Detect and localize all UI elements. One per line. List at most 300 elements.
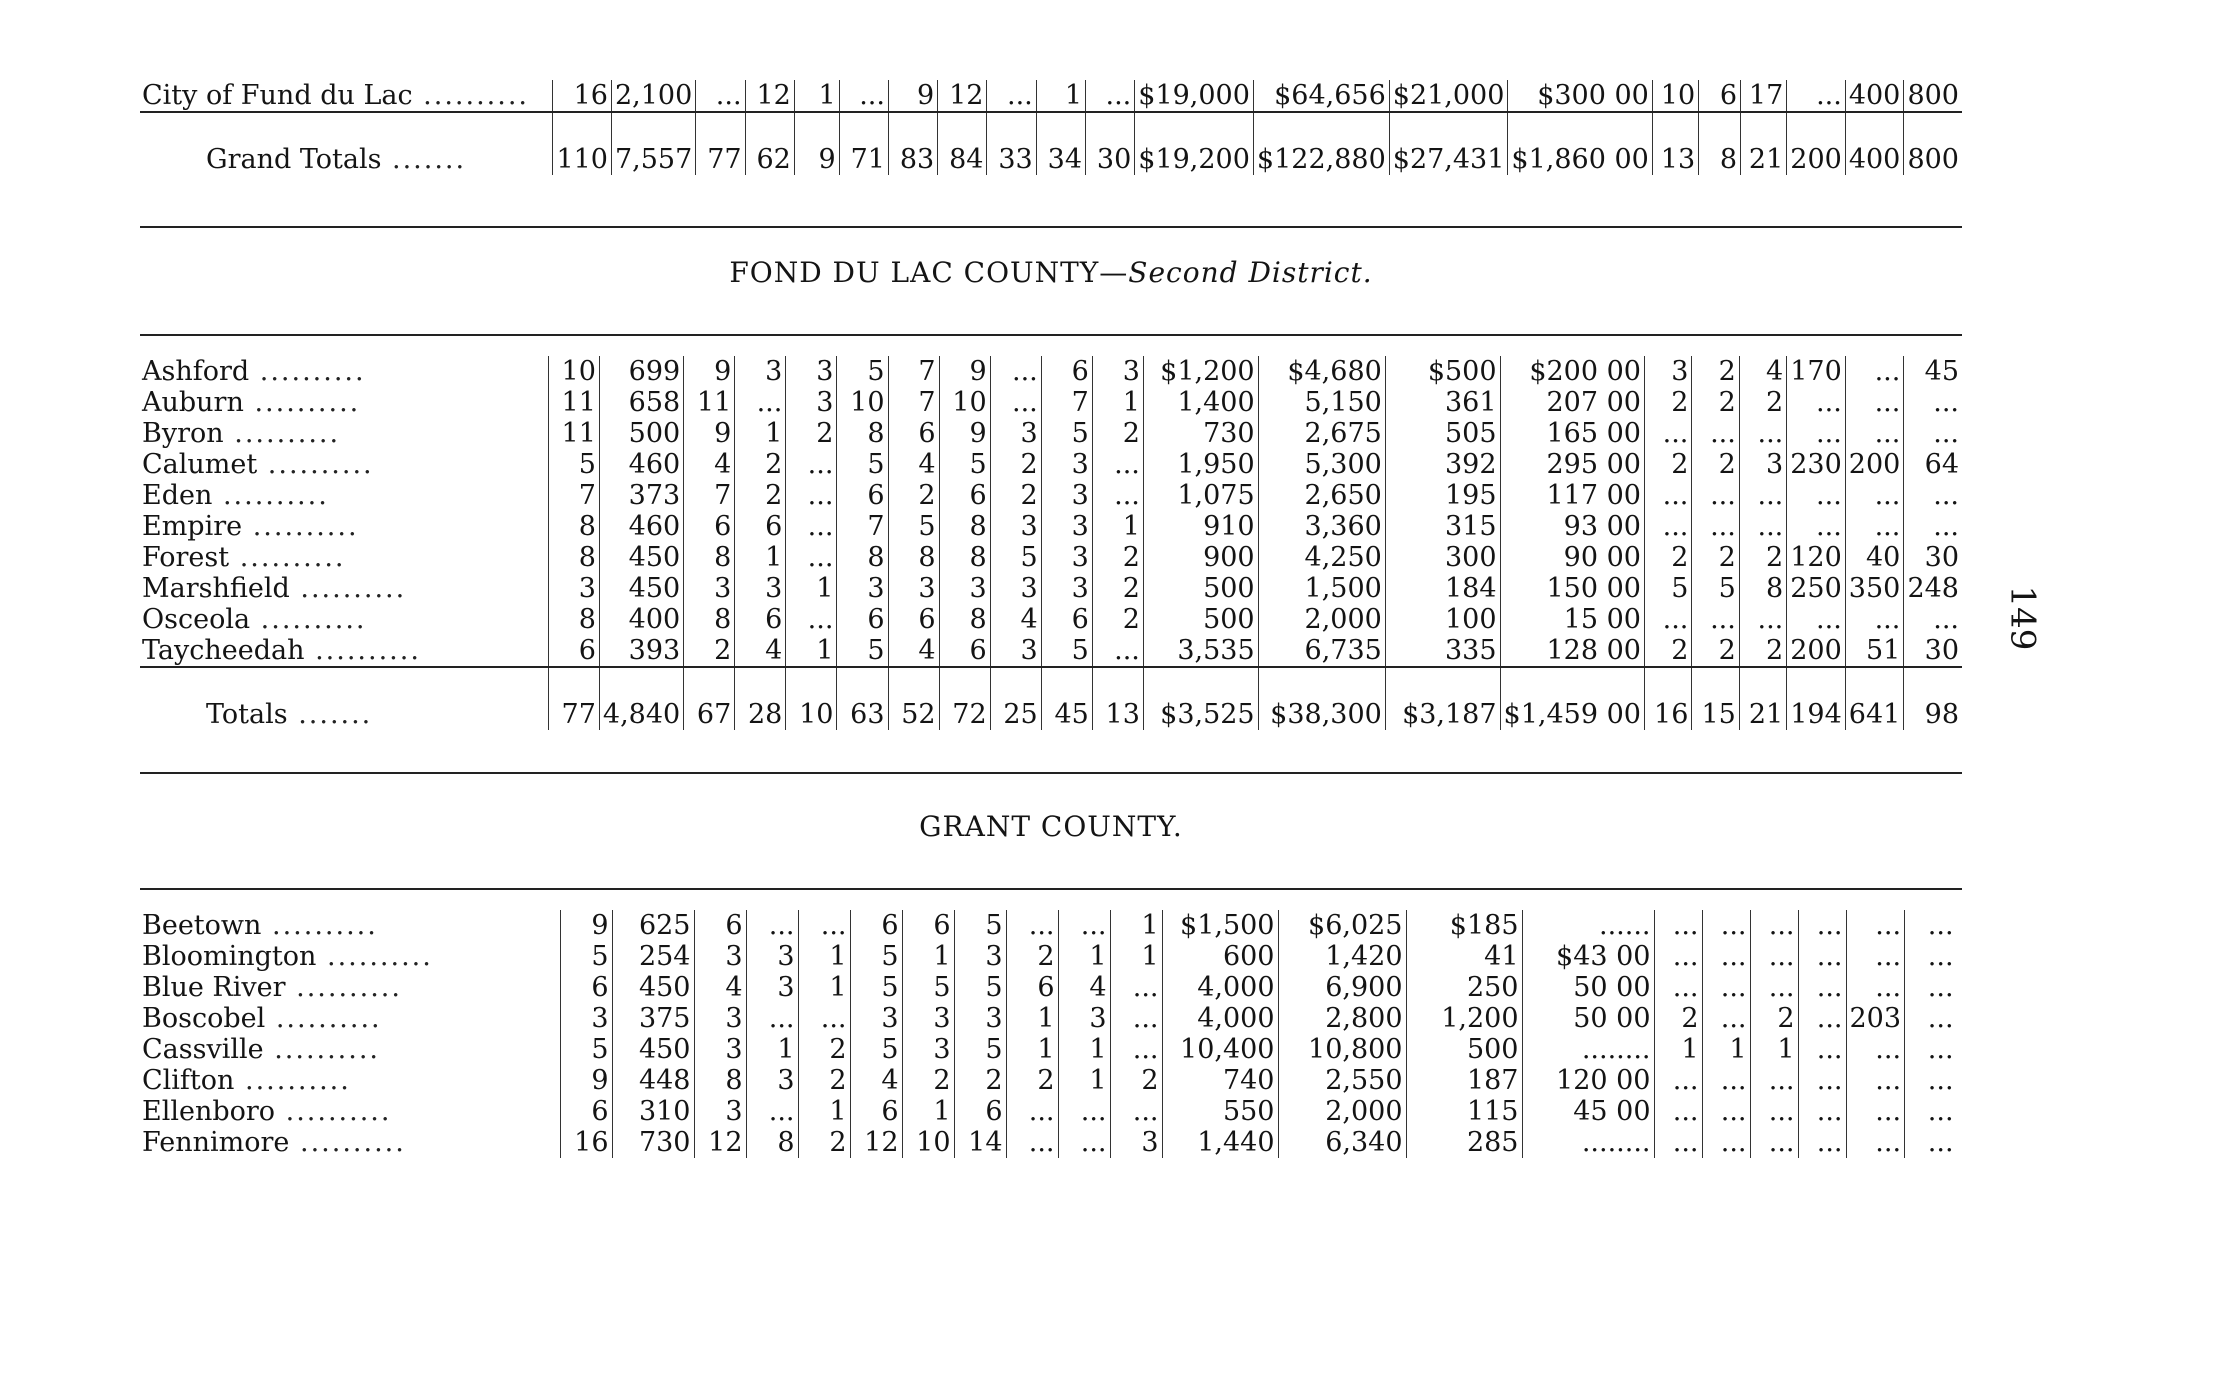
table-cell: 6,900	[1278, 972, 1406, 1003]
table-cell: $19,200	[1135, 112, 1254, 175]
top-bottom-rule	[140, 226, 1962, 228]
table-row	[140, 910, 1957, 941]
table-cell: 254	[612, 941, 694, 972]
table-cell: ...	[1904, 387, 1962, 418]
table-cell: ...	[1787, 480, 1846, 511]
table-cell: 2	[1644, 449, 1691, 480]
table-cell: 5	[850, 972, 902, 1003]
table-cell: 50 00	[1522, 972, 1654, 1003]
table-cell: ...	[1798, 1034, 1846, 1065]
table-cell: 6	[560, 1096, 612, 1127]
table-cell: 41	[1406, 941, 1522, 972]
table-cell: 8	[837, 542, 888, 573]
table-cell: 187	[1406, 1065, 1522, 1096]
table-cell: 6,735	[1258, 635, 1385, 667]
table-cell: ...	[1905, 1065, 1957, 1096]
table-cell: 165 00	[1500, 418, 1644, 449]
table-cell: 12	[938, 80, 987, 112]
table-cell: 2	[1644, 635, 1691, 667]
table-cell: 77	[696, 112, 745, 175]
table-cell: 10	[939, 387, 990, 418]
fond-du-lac-top-rule	[140, 334, 1962, 336]
table-cell: 5	[560, 1034, 612, 1065]
table-cell: 740	[1162, 1065, 1278, 1096]
table-cell: 250	[1406, 972, 1522, 1003]
table-cell: ...	[1787, 418, 1846, 449]
table-cell: 30	[1904, 542, 1962, 573]
table-cell: ...	[1058, 1096, 1110, 1127]
table-cell: ...	[1702, 1065, 1750, 1096]
table-cell: 6	[1699, 80, 1741, 112]
table-cell: 550	[1162, 1096, 1278, 1127]
table-cell: ...	[1846, 1127, 1905, 1158]
row-name: Grand Totals	[206, 144, 382, 175]
table-cell: 21	[1741, 112, 1787, 175]
table-cell: $64,656	[1253, 80, 1389, 112]
table-cell: 2	[1092, 542, 1143, 573]
table-cell: 3	[1644, 356, 1691, 387]
table-cell: ...	[1846, 1096, 1905, 1127]
table-cell: 194	[1787, 667, 1846, 730]
table-cell: 11	[548, 418, 599, 449]
table-cell: 84	[938, 112, 987, 175]
leader-dots: ..........	[265, 1003, 382, 1034]
table-cell: 335	[1385, 635, 1500, 667]
table-cell: 1	[786, 635, 837, 667]
table-cell: 3	[990, 635, 1041, 667]
table-cell: 8	[694, 1065, 746, 1096]
table-cell: $1,860 00	[1508, 112, 1652, 175]
table-cell: 2	[888, 480, 939, 511]
table-cell: 1	[1110, 941, 1162, 972]
table-cell: ...	[1845, 418, 1904, 449]
row-name-cell	[140, 573, 548, 604]
table-cell: 17	[1741, 80, 1787, 112]
table-cell: 500	[1143, 604, 1258, 635]
table-cell: ...	[1110, 1034, 1162, 1065]
table-cell: 200	[1845, 449, 1904, 480]
table-cell: ...	[1702, 910, 1750, 941]
table-cell: 2	[990, 480, 1041, 511]
table-cell: ...	[1692, 418, 1739, 449]
row-name: Cassville	[142, 1034, 264, 1065]
table-cell: 500	[1143, 573, 1258, 604]
table-cell: 117 00	[1500, 480, 1644, 511]
table-cell: 25	[990, 667, 1041, 730]
table-cell: 1,200	[1406, 1003, 1522, 1034]
table-cell: 8	[837, 418, 888, 449]
table-cell: 450	[612, 972, 694, 1003]
table-cell: 1,400	[1143, 387, 1258, 418]
row-name: Bloomington	[142, 941, 317, 972]
table-cell: 4	[888, 635, 939, 667]
table-cell: 1	[798, 941, 850, 972]
table-row	[140, 604, 1962, 635]
table-cell: 658	[599, 387, 683, 418]
table-cell: 1	[794, 80, 839, 112]
table-cell: 5	[548, 449, 599, 480]
table-cell: ...	[1798, 910, 1846, 941]
table-cell: 93 00	[1500, 511, 1644, 542]
table-cell: 6	[560, 972, 612, 1003]
table-cell: ...	[1654, 941, 1702, 972]
table-cell: 3	[954, 1003, 1006, 1034]
table-cell: ...	[1092, 449, 1143, 480]
table-cell: 6	[735, 604, 786, 635]
table-cell: ......	[1522, 910, 1654, 941]
table-row	[140, 511, 1962, 542]
table-cell: 400	[599, 604, 683, 635]
table-cell: 62	[745, 112, 794, 175]
table-cell: 6	[954, 1096, 1006, 1127]
table-cell: 21	[1739, 667, 1786, 730]
row-name: Ashford	[142, 356, 250, 387]
table-cell: 170	[1787, 356, 1846, 387]
table-cell: 1,440	[1162, 1127, 1278, 1158]
table-cell: 120	[1787, 542, 1846, 573]
table-cell: 7	[548, 480, 599, 511]
table-cell: 6	[735, 511, 786, 542]
table-cell: 72	[939, 667, 990, 730]
table-cell: 625	[612, 910, 694, 941]
table-cell: ...	[1644, 480, 1691, 511]
table-cell: 2	[1692, 542, 1739, 573]
table-cell: 310	[612, 1096, 694, 1127]
table-cell: 2,800	[1278, 1003, 1406, 1034]
table-cell: 1	[1092, 511, 1143, 542]
table-cell: 6	[1041, 604, 1092, 635]
table-cell: 51	[1845, 635, 1904, 667]
row-name-cell	[140, 480, 548, 511]
table-cell: 2	[1692, 449, 1739, 480]
table-cell: $1,459 00	[1500, 667, 1644, 730]
table-cell: 641	[1845, 667, 1904, 730]
table-cell: 5	[1041, 418, 1092, 449]
table-cell: 64	[1904, 449, 1962, 480]
table-cell: 4	[735, 635, 786, 667]
table-cell: ...	[1702, 972, 1750, 1003]
table-cell: 3	[1041, 480, 1092, 511]
table-cell: 361	[1385, 387, 1500, 418]
row-name: Fennimore	[142, 1127, 290, 1158]
table-cell: 2	[1739, 635, 1786, 667]
table-cell: 2	[1739, 542, 1786, 573]
table-row	[140, 1003, 1957, 1034]
row-name-cell	[140, 910, 560, 941]
table-cell: 1,950	[1143, 449, 1258, 480]
table-cell: 8	[888, 542, 939, 573]
table-cell: ...	[746, 1096, 798, 1127]
row-name: Empire	[142, 511, 243, 542]
table-cell: 2,550	[1278, 1065, 1406, 1096]
table-cell: 3	[548, 573, 599, 604]
table-row	[140, 573, 1962, 604]
table-cell: ...	[1904, 511, 1962, 542]
leader-dots: ..........	[263, 1034, 381, 1065]
row-name: Eden	[142, 480, 213, 511]
table-cell: 8	[548, 511, 599, 542]
table-cell: 83	[888, 112, 937, 175]
table-cell: ...	[1006, 910, 1058, 941]
row-name-cell	[140, 635, 548, 667]
table-cell: 5	[954, 910, 1006, 941]
table-cell: 9	[939, 418, 990, 449]
row-name-cell	[140, 1034, 560, 1065]
table-cell: 460	[599, 511, 683, 542]
row-name-cell	[140, 387, 548, 418]
table-cell: 4	[1058, 972, 1110, 1003]
table-cell: ...	[1110, 1096, 1162, 1127]
row-name-cell	[140, 667, 548, 730]
row-name-cell	[140, 80, 553, 112]
table-cell: 230	[1787, 449, 1846, 480]
table-cell: ...	[786, 511, 837, 542]
table-cell: 3	[1110, 1127, 1162, 1158]
table-cell: 10	[786, 667, 837, 730]
fond-du-lac-table	[140, 356, 1962, 730]
table-cell: 1	[1750, 1034, 1798, 1065]
table-cell: 45	[1041, 667, 1092, 730]
table-cell: 4	[990, 604, 1041, 635]
leader-dots: ..........	[304, 635, 421, 666]
leader-dots: ..........	[242, 511, 359, 542]
table-cell: 900	[1143, 542, 1258, 573]
table-cell: ...	[1086, 80, 1135, 112]
table-cell: 2	[1692, 356, 1739, 387]
row-name: Calumet	[142, 449, 258, 480]
grant-title: GRANT COUNTY.	[919, 810, 1183, 843]
table-cell: ...	[1904, 418, 1962, 449]
table-cell: 1	[1110, 910, 1162, 941]
table-cell: ...	[1092, 635, 1143, 667]
table-cell: 460	[599, 449, 683, 480]
table-cell: 5,150	[1258, 387, 1385, 418]
table-row	[140, 112, 1962, 175]
table-cell: 10	[1652, 80, 1698, 112]
table-cell: 3	[1041, 449, 1092, 480]
table-cell: 9	[560, 1065, 612, 1096]
table-cell: 5	[954, 1034, 1006, 1065]
table-row	[140, 667, 1962, 730]
leader-dots: ..........	[243, 387, 361, 418]
table-cell: 5	[837, 449, 888, 480]
table-cell: 3	[735, 356, 786, 387]
table-cell: ...	[1750, 941, 1798, 972]
table-cell: 9	[939, 356, 990, 387]
row-name-cell	[140, 1065, 560, 1096]
table-cell: 3	[902, 1034, 954, 1065]
table-cell: 4	[850, 1065, 902, 1096]
table-cell: 5	[1644, 573, 1691, 604]
table-cell: ...	[1739, 480, 1786, 511]
table-cell: 8	[939, 542, 990, 573]
table-cell: 12	[745, 80, 794, 112]
table-cell: 2	[990, 449, 1041, 480]
table-cell: 500	[1406, 1034, 1522, 1065]
table-cell: 699	[599, 356, 683, 387]
row-name: Osceola	[142, 604, 251, 635]
leader-dots: ..........	[412, 80, 530, 111]
table-cell: 730	[1143, 418, 1258, 449]
table-cell: 8	[1699, 112, 1741, 175]
table-cell: ...	[1845, 387, 1904, 418]
table-cell: 4,000	[1162, 972, 1278, 1003]
table-cell: 8	[939, 511, 990, 542]
table-cell: 6	[1041, 356, 1092, 387]
table-cell: $1,500	[1162, 910, 1278, 941]
table-cell: 600	[1162, 941, 1278, 972]
table-cell: 10,400	[1162, 1034, 1278, 1065]
table-cell: ...	[1787, 511, 1846, 542]
table-cell: ...	[1905, 910, 1957, 941]
table-cell: 10,800	[1278, 1034, 1406, 1065]
table-cell: 6	[1006, 972, 1058, 1003]
table-row	[140, 449, 1962, 480]
table-cell: ...	[1702, 1127, 1750, 1158]
table-row	[140, 635, 1962, 667]
table-cell: 45 00	[1522, 1096, 1654, 1127]
table-cell: ...	[1750, 972, 1798, 1003]
table-cell: 1,420	[1278, 941, 1406, 972]
table-cell: 3	[694, 941, 746, 972]
table-cell: 3	[902, 1003, 954, 1034]
table-cell: 2,000	[1258, 604, 1385, 635]
table-cell: 3	[694, 1003, 746, 1034]
table-cell: 5	[939, 449, 990, 480]
table-cell: 12	[694, 1127, 746, 1158]
table-cell: $43 00	[1522, 941, 1654, 972]
table-cell: 6	[939, 635, 990, 667]
table-cell: ...	[786, 542, 837, 573]
table-cell: 5	[1692, 573, 1739, 604]
table-cell: ...	[1110, 972, 1162, 1003]
leader-dots: ..........	[285, 972, 402, 1003]
table-cell: 2	[954, 1065, 1006, 1096]
fond-du-lac-title	[140, 256, 1962, 289]
table-cell: 1,500	[1258, 573, 1385, 604]
leader-dots: ..........	[234, 1065, 351, 1096]
table-cell: 16	[560, 1127, 612, 1158]
table-cell: 400	[1845, 80, 1904, 112]
table-cell: 184	[1385, 573, 1500, 604]
table-row	[140, 80, 1962, 112]
table-cell: 450	[612, 1034, 694, 1065]
table-cell: ...	[1702, 1096, 1750, 1127]
table-cell: 5	[850, 941, 902, 972]
table-cell: ...	[1654, 910, 1702, 941]
table-cell: 2	[1739, 387, 1786, 418]
table-cell: 3	[735, 573, 786, 604]
table-cell: 1	[786, 573, 837, 604]
table-cell: 393	[599, 635, 683, 667]
row-name-cell	[140, 511, 548, 542]
table-cell: ...	[990, 387, 1041, 418]
table-cell: ...	[1058, 910, 1110, 941]
table-cell: 8	[684, 542, 735, 573]
table-cell: 8	[746, 1127, 798, 1158]
table-cell: 3	[560, 1003, 612, 1034]
table-cell: ...	[1845, 511, 1904, 542]
table-cell: 450	[599, 573, 683, 604]
table-cell: 1	[735, 542, 786, 573]
table-cell: 30	[1904, 635, 1962, 667]
table-cell: 4,000	[1162, 1003, 1278, 1034]
table-row	[140, 941, 1957, 972]
table-cell: 1	[1058, 1065, 1110, 1096]
fond-du-lac-title-text: FOND DU LAC COUNTY—	[729, 256, 1129, 289]
table-cell: 3	[1041, 542, 1092, 573]
row-name-cell	[140, 941, 560, 972]
table-cell: 315	[1385, 511, 1500, 542]
table-cell: ...	[1798, 1127, 1846, 1158]
table-cell: 15 00	[1500, 604, 1644, 635]
table-cell: 1	[798, 1096, 850, 1127]
table-cell: 8	[548, 604, 599, 635]
table-cell: ...	[1846, 941, 1905, 972]
table-cell: $300 00	[1508, 80, 1652, 112]
row-name-cell	[140, 449, 548, 480]
leader-dots: ..........	[250, 604, 367, 635]
table-cell: ...	[1692, 604, 1739, 635]
table-cell: 6	[837, 480, 888, 511]
row-name: Auburn	[142, 387, 244, 418]
table-cell: 3	[786, 356, 837, 387]
table-cell: 1,075	[1143, 480, 1258, 511]
table-cell: 9	[560, 910, 612, 941]
table-cell: 15	[1692, 667, 1739, 730]
table-cell: 4,840	[599, 667, 683, 730]
table-cell: 2	[684, 635, 735, 667]
table-cell: 195	[1385, 480, 1500, 511]
table-cell: 5	[902, 972, 954, 1003]
table-cell: 5	[954, 972, 1006, 1003]
table-cell: 5	[560, 941, 612, 972]
table-cell: 3,535	[1143, 635, 1258, 667]
table-cell: 4	[1739, 356, 1786, 387]
leader-dots: ..........	[289, 573, 407, 604]
table-cell: $27,431	[1389, 112, 1508, 175]
row-name-cell	[140, 1096, 560, 1127]
table-cell: $1,200	[1143, 356, 1258, 387]
table-cell: 200	[1787, 635, 1846, 667]
row-name-cell	[140, 972, 560, 1003]
table-cell: 350	[1845, 573, 1904, 604]
table-cell: ...	[1702, 941, 1750, 972]
table-cell: ...	[1058, 1127, 1110, 1158]
leader-dots: ..........	[257, 449, 374, 480]
row-name-cell	[140, 1127, 560, 1158]
table-cell: 250	[1787, 573, 1846, 604]
table-cell: 295 00	[1500, 449, 1644, 480]
table-row	[140, 387, 1962, 418]
table-cell: 12	[850, 1127, 902, 1158]
table-cell: 800	[1904, 112, 1962, 175]
table-cell: ...	[1644, 511, 1691, 542]
table-cell: 7	[1041, 387, 1092, 418]
table-cell: ...	[1904, 480, 1962, 511]
table-cell: 6,340	[1278, 1127, 1406, 1158]
table-cell: 3	[954, 941, 1006, 972]
table-cell: ...	[1905, 1003, 1957, 1034]
table-cell: 3	[850, 1003, 902, 1034]
table-cell: ...	[1905, 1127, 1957, 1158]
table-cell: 115	[1406, 1096, 1522, 1127]
table-cell: 77	[548, 667, 599, 730]
leader-dots: ..........	[261, 910, 378, 941]
table-cell: 2	[902, 1065, 954, 1096]
leader-dots: .......	[381, 144, 467, 175]
table-cell: ...	[746, 1003, 798, 1034]
